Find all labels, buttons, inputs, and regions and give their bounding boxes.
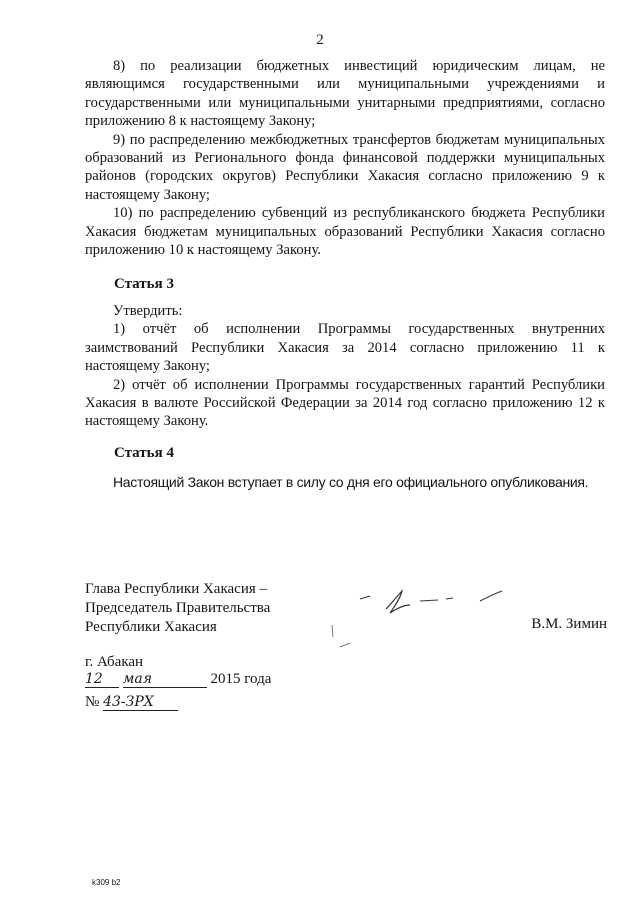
- signer-title-line-2: Председатель Правительства: [85, 600, 271, 616]
- signer-title: [85, 580, 270, 637]
- date-line: [85, 671, 271, 688]
- article-4-heading: Статья 4: [114, 445, 174, 461]
- article-3-item-1: 1) отчёт об исполнении Программы государственных внутренних заимствований Республики Хакасия за 2014 согласно приложению 11 к настоящему Закону;: [85, 321, 605, 375]
- article-3-item-2: 2) отчёт об исполнении Программы государственных гарантий Республики Хакасия в валюте Российской Федерации за 2014 год согласно приложению 12 к настоящему Закону.: [85, 376, 605, 430]
- place-of-signing: г. Абакан: [85, 654, 144, 670]
- date-day: 12: [85, 671, 119, 688]
- date-month: мая: [123, 671, 207, 688]
- page-number: 2: [316, 32, 324, 48]
- article-4-body: [85, 473, 605, 491]
- paragraph-item-10: 10) по распределению субвенций из республиканского бюджета Республики Хакасия бюджетам муниципальных образований Республики Хакасия согласно приложению 10 к настоящему Закону.: [85, 205, 605, 259]
- article-3-body: [85, 302, 605, 431]
- footer-code: k309 b2: [92, 878, 121, 887]
- article-4-text: Настоящий Закон вступает в силу со дня его официального опубликования.: [113, 474, 589, 490]
- paragraph-item-8: 8) по реализации бюджетных инвестиций юридическим лицам, не являющимся государственными или муниципальными учреждениями и государственными или муниципальными унитарными предприятиями, согласно приложению 8 к настоящему Закону;: [85, 58, 605, 130]
- article-3-intro: Утвердить:: [113, 303, 183, 319]
- signer-title-line-1: Глава Республики Хакасия –: [85, 581, 268, 597]
- law-number-prefix: №: [85, 694, 100, 710]
- paragraph-item-9: 9) по распределению межбюджетных трансфертов бюджетам муниципальных образований из Регионального фонда финансовой поддержки муниципальных районов (городских округов) Республики Хакасия согласно приложению 9 к настоящему Закону;: [85, 131, 605, 203]
- date-year: 2015 года: [210, 671, 272, 687]
- law-number-line: [85, 694, 178, 711]
- signer-title-line-3: Республики Хакасия: [85, 619, 217, 635]
- enumeration-block: [85, 57, 605, 259]
- handwritten-signature: [320, 585, 520, 655]
- signer-name: В.М. Зимин: [531, 616, 607, 632]
- article-3-heading: Статья 3: [114, 276, 174, 292]
- law-number: 43-ЗРХ: [103, 694, 178, 711]
